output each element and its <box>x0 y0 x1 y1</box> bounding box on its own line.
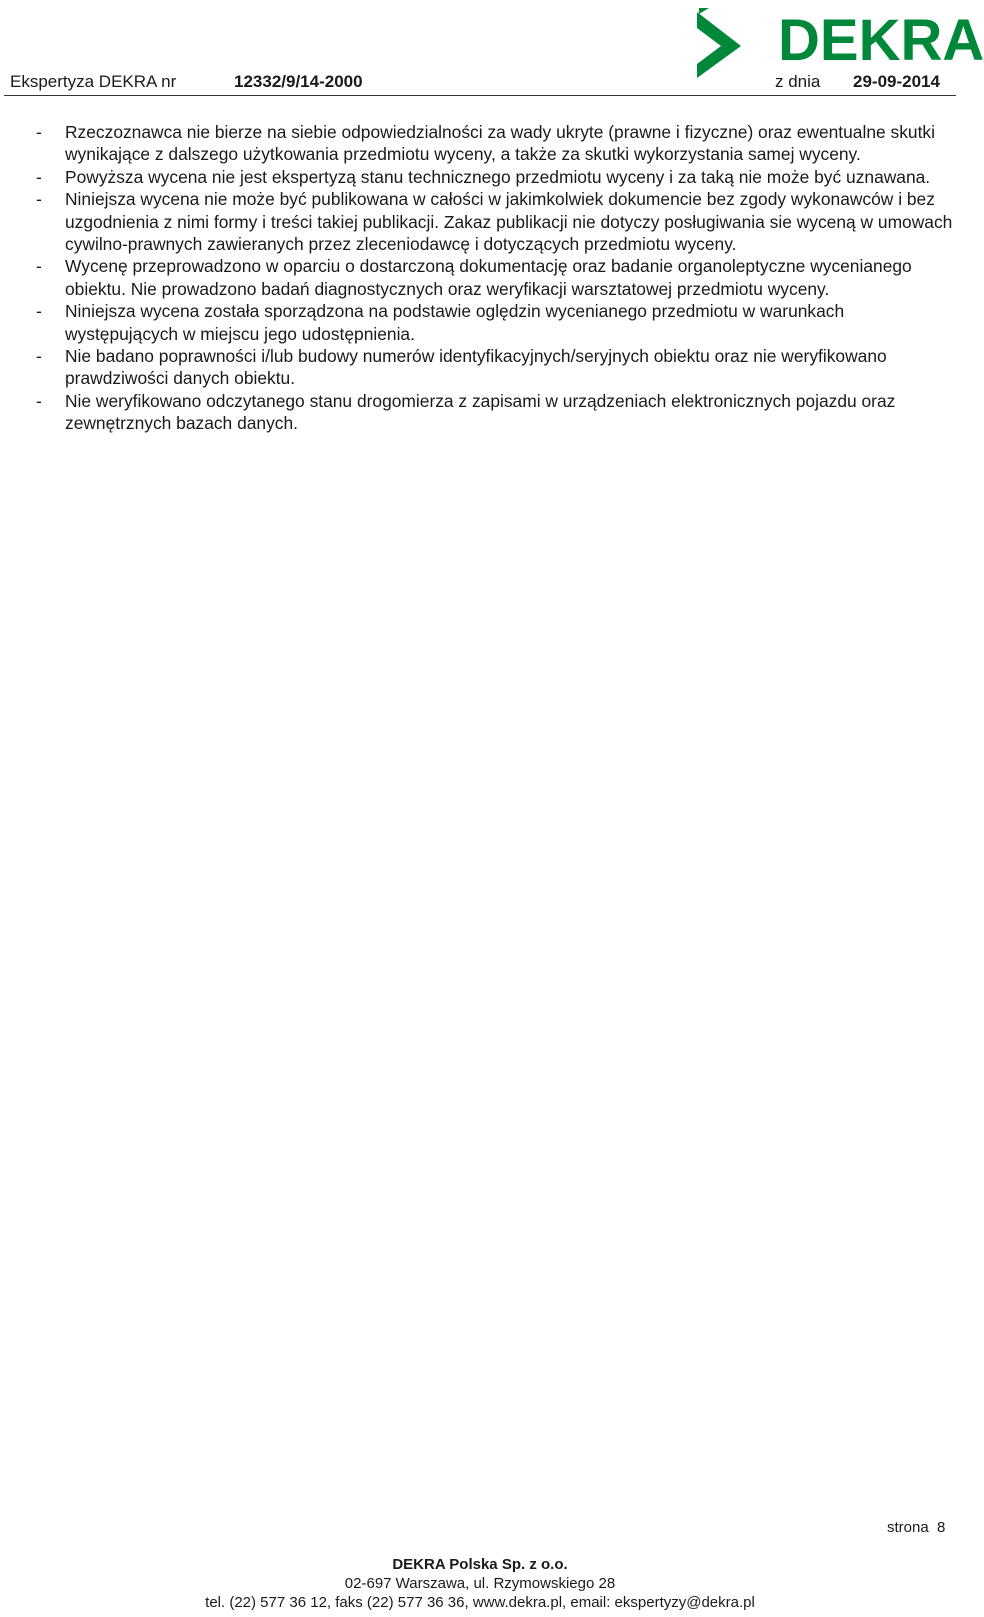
list-item <box>36 345 956 390</box>
list-item-text: Niniejsza wycena została sporządzona na podstawie oględzin wycenianego przedmiotu w warunkach występujących w miejscu jego udostępnienia. <box>65 301 845 344</box>
list-item-text: Wycenę przeprowadzono w oparciu o dostarczoną dokumentację oraz badanie organoleptyczne wycenianego obiektu. Nie prowadzono badań diagnostycznych oraz weryfikacji warsztatowej przedmiotu wyceny. <box>65 256 912 299</box>
logo-wordmark: DEKRA <box>778 8 984 73</box>
list-dash: - <box>36 346 42 367</box>
list-item <box>36 390 956 435</box>
page-number-value: 8 <box>937 1519 946 1536</box>
list-dash: - <box>36 189 42 210</box>
list-dash: - <box>36 166 42 187</box>
list-item-text: Niniejsza wycena nie może być publikowana w całości w jakimkolwiek dokumencie bez zgody wykonawców i bez uzgodnienia z nimi formy i treści takiej publikacji. Zakaz publikacji nie dotyczy posługiwania sie wyceną w umowach cywilno-prawnych zawieranych przez zleceniodawcę i dotyczących przedmiotu wyceny. <box>65 189 953 255</box>
list-item <box>36 166 956 188</box>
expertise-label: Ekspertyza DEKRA nr <box>10 72 177 91</box>
list-item-text: Rzeczoznawca nie bierze na siebie odpowiedzialności za wady ukryte (prawne i fizyczne) oraz ewentualne skutki wynikające z dalszego użytkowania przedmiotu wyceny, a także za skutki wykorzystania samej wyceny. <box>65 122 935 165</box>
list-item-text: Nie badano poprawności i/lub budowy numerów identyfikacyjnych/seryjnych obiektu oraz nie weryfikowano prawdziwości danych obiektu. <box>65 346 887 389</box>
footer-company: DEKRA Polska Sp. z o.o. <box>392 1556 568 1573</box>
page-label: strona <box>887 1519 929 1536</box>
page-number <box>887 1518 945 1538</box>
list-item <box>36 300 956 345</box>
list-item <box>36 255 956 300</box>
list-item-text: Nie weryfikowano odczytanego stanu drogomierza z zapisami w urządzeniach elektronicznych pojazdu oraz zewnętrznych bazach danych. <box>65 390 896 434</box>
list-dash: - <box>36 301 42 322</box>
list-item <box>36 121 956 166</box>
list-dash: - <box>36 122 42 142</box>
footer-address: 02-697 Warszawa, ul. Rzymowskiego 28 <box>344 1575 616 1592</box>
list-item <box>36 188 956 255</box>
list-item-text: Powyższa wycena nie jest ekspertyzą stanu technicznego przedmiotu wyceny i za taką nie może być uznawana. <box>65 166 931 187</box>
header-divider <box>4 95 956 96</box>
list-dash: - <box>36 390 42 411</box>
document-footer <box>0 1555 960 1612</box>
footer-contact: tel. (22) 577 36 12, faks (22) 577 36 36, www.dekra.pl, email: ekspertyzy@dekra.pl <box>205 1594 755 1611</box>
disclaimer-list <box>36 121 956 435</box>
expertise-number: 12332/9/14-2000 <box>234 72 363 91</box>
document-header <box>6 71 956 93</box>
document-date: 29-09-2014 <box>853 72 940 91</box>
date-label: z dnia <box>775 72 821 91</box>
list-dash: - <box>36 256 42 277</box>
